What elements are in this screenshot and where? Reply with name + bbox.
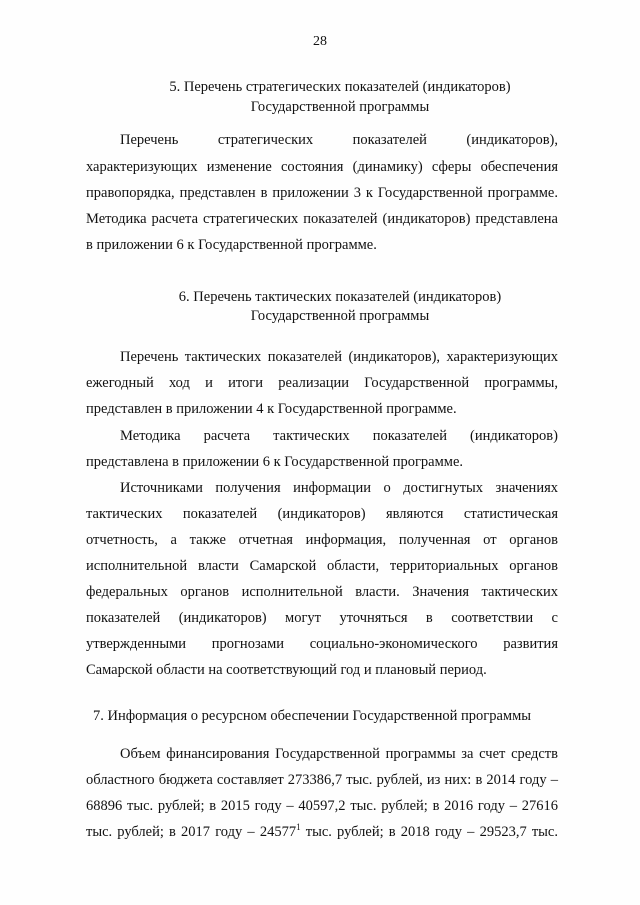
- section-6-para-2-line: представлена в приложении 6 к Государственной программе.: [86, 454, 464, 470]
- section-7-text-line: 68896 тыс. рублей; в 2015 году – 40597,2 тыс. рублей; в 2016 году – 27616: [86, 798, 558, 814]
- section-6-para-1-line: ежегодный ход и итоги реализации Государственной программы,: [86, 375, 558, 391]
- section-6-para-3-line: тактических показателей (индикаторов) являются статистическая: [86, 506, 558, 522]
- section-5-heading-line-2: Государственной программы: [250, 99, 430, 115]
- footnote-marker: 1: [296, 822, 301, 832]
- section-6-heading-line-2: Государственной программы: [250, 308, 430, 324]
- section-5-text-line: Перечень стратегических показателей (индикаторов),: [120, 132, 558, 148]
- section-7-text-line: областного бюджета составляет 273386,7 тыс. рублей, из них: в 2014 году –: [86, 772, 558, 788]
- section-6-para-1-line: представлен в приложении 4 к Государственной программе.: [86, 401, 457, 417]
- section-6-para-3-line: отчетность, а также отчетная информация, полученная от органов: [86, 532, 558, 548]
- section-6-para-3-line: федеральных органов исполнительной власти. Значения тактических: [86, 584, 558, 600]
- section-6-para-2-line: Методика расчета тактических показателей (индикаторов): [120, 428, 558, 444]
- section-6-para-3-line: исполнительной власти Самарской области, территориальных органов: [86, 558, 558, 574]
- section-6-para-3-line: показателей (индикаторов) могут уточняться в соответствии с: [86, 610, 558, 626]
- section-6-heading-line-1: 6. Перечень тактических показателей (индикаторов): [178, 289, 502, 305]
- section-5-text-line: Методика расчета стратегических показателей (индикаторов) представлена: [86, 211, 558, 227]
- section-6-para-1-line: Перечень тактических показателей (индикаторов), характеризующих: [120, 349, 558, 365]
- page-number: 28: [313, 34, 327, 49]
- section-7-heading: 7. Информация о ресурсном обеспечении Государственной программы: [93, 708, 531, 724]
- section-5-text-line: характеризующих изменение состояния (динамику) сферы обеспечения: [86, 159, 558, 175]
- section-7-text-before-footnote: тыс. рублей; в 2017 году – 24577: [86, 824, 297, 840]
- section-7-text-after-footnote: тыс. рублей; в 2018 году – 29523,7 тыс.: [300, 824, 558, 840]
- section-5-text-line: правопорядка, представлен в приложении 3 к Государственной программе.: [86, 185, 558, 201]
- section-7-text-line-4: [86, 824, 558, 841]
- section-5-heading-line-1: 5. Перечень стратегических показателей (индикаторов): [169, 79, 511, 95]
- section-7-text-line: Объем финансирования Государственной программы за счет средств: [120, 746, 558, 762]
- section-5-text-line: в приложении 6 к Государственной программе.: [86, 237, 377, 253]
- section-6-para-3-line: Самарской области на соответствующий год и плановый период.: [86, 662, 487, 678]
- section-6-para-3-line: Источниками получения информации о достигнутых значениях: [120, 480, 558, 496]
- section-6-para-3-line: утвержденными прогнозами социально-экономического развития: [86, 636, 558, 652]
